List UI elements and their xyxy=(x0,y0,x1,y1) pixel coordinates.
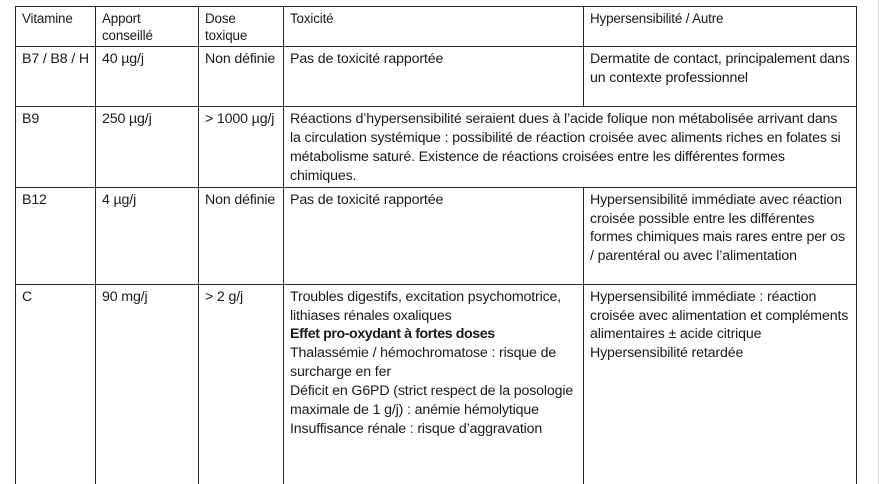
hyper-line: Hypersensibilité retardée xyxy=(590,345,744,362)
cell-hypersensibilite: Dermatite de contact, principalement dans un contexte professionnel xyxy=(584,47,857,107)
table-row xyxy=(16,107,857,188)
cell-merged-toxicite-hypersensibilite: Réactions d’hypersensibilité seraient dues à l’acide folique non métabolisée arrivant dans la circulation systémique : possibilité de réaction croisée avec aliments riches en folates si métabolisme saturé. Existence de réactions croisées entre les différentes formes chimiques. xyxy=(284,107,857,188)
table-row xyxy=(16,187,857,284)
toxicite-line: Déficit en G6PD (strict respect de la posologie maximale de 1 g/j) : anémie hémolytique xyxy=(290,383,574,419)
cell-toxicite: Pas de toxicité rapportée xyxy=(284,47,584,107)
cell-dose: Non définie xyxy=(199,187,284,284)
toxicite-line-bold: Effet pro-oxydant à fortes doses xyxy=(290,326,495,343)
cell-toxicite: Pas de toxicité rapportée xyxy=(284,187,584,284)
page-edge-divider xyxy=(878,0,879,484)
cell-vitamine: B12 xyxy=(16,187,96,284)
cell-hypersensibilite: Hypersensibilité immédiate avec réaction croisée possible entre les différentes formes chimiques mais rares entre per os / parentéral ou avec l’alimentation xyxy=(584,187,857,284)
cell-dose: > 2 g/j xyxy=(199,284,284,484)
cell-vitamine: C xyxy=(16,284,96,484)
cell-apport: 250 µg/j xyxy=(96,107,199,188)
header-hypersensibilite: Hypersensibilité / Autre xyxy=(584,7,857,47)
table-row xyxy=(16,47,857,107)
cell-vitamine: B7 / B8 / H xyxy=(16,47,96,107)
vitamin-toxicity-table xyxy=(15,6,857,484)
cell-dose: Non définie xyxy=(199,47,284,107)
cell-apport: 90 mg/j xyxy=(96,284,199,484)
cell-toxicite xyxy=(284,284,584,484)
cell-dose: > 1000 µg/j xyxy=(199,107,284,188)
cell-vitamine: B9 xyxy=(16,107,96,188)
table-row xyxy=(16,284,857,484)
cell-hypersensibilite xyxy=(584,284,857,484)
toxicite-line: Troubles digestifs, excitation psychomotrice, lithiases rénales oxaliques xyxy=(290,288,562,324)
toxicite-line: Insuffisance rénale : risque d’aggravation xyxy=(290,420,543,437)
header-dose: Dose toxique xyxy=(199,7,284,47)
header-toxicite: Toxicité xyxy=(284,7,584,47)
cell-apport: 4 µg/j xyxy=(96,187,199,284)
header-apport: Apport conseillé xyxy=(96,7,199,47)
table-header-row xyxy=(16,7,857,47)
toxicite-line: Thalassémie / hémochromatose : risque de surcharge en fer xyxy=(290,345,557,381)
hyper-line: Hypersensibilité immédiate : réaction croisée avec alimentation et compléments alimentaires ± acide citrique xyxy=(590,288,849,343)
header-vitamine: Vitamine xyxy=(16,7,96,47)
cell-apport: 40 µg/j xyxy=(96,47,199,107)
